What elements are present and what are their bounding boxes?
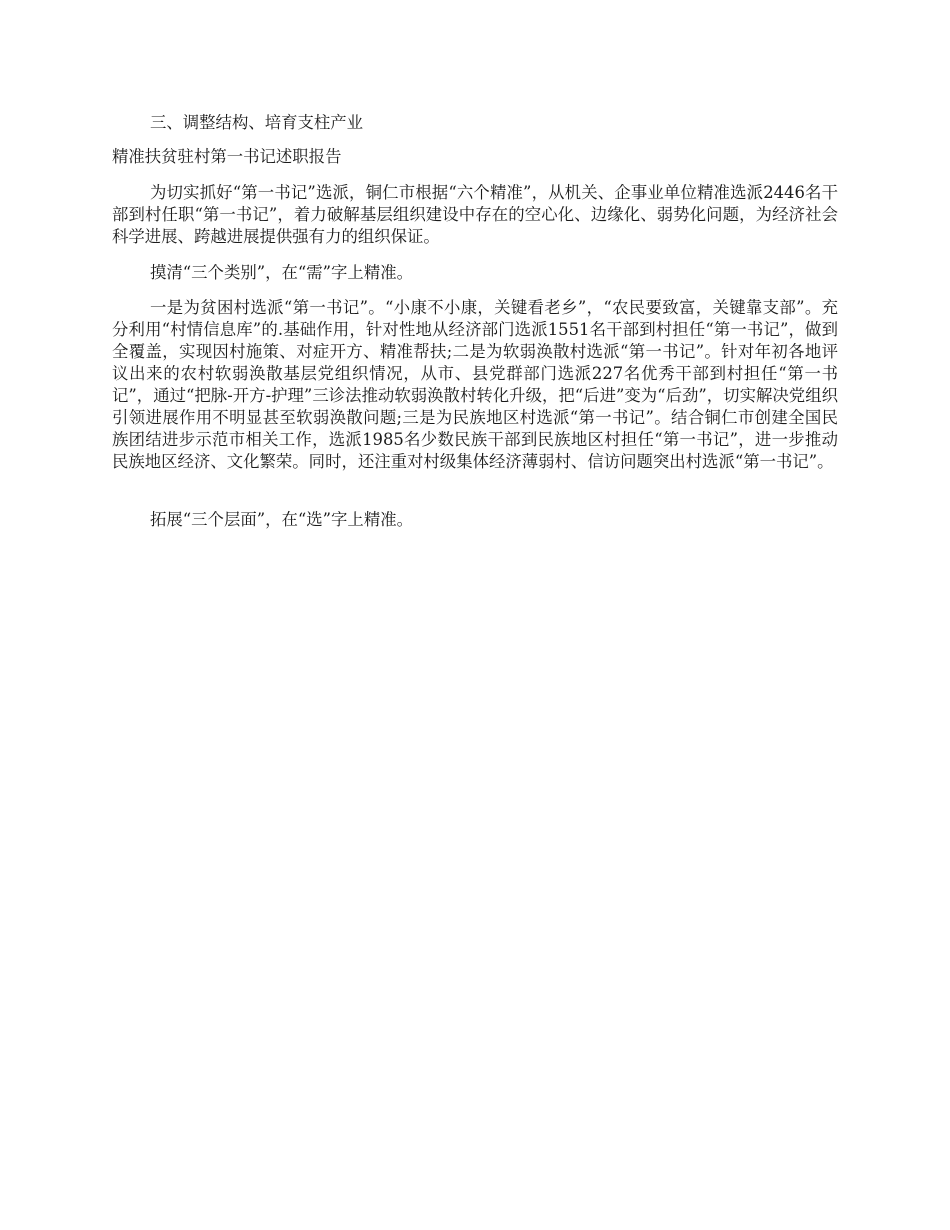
body-paragraph: 一是为贫困村选派“第一书记”。“小康不小康，关键看老乡”，“农民要致富，关键靠支部”。充分利用“村情信息库”的.基础作用，针对性地从经济部门选派1551名干部到村担任“第一书记”，做到全覆盖，实现因村施策、对症开方、精准帮扶;二是为软弱涣散村选派“第一书记”。针对年初各地评议出来的农村软弱涣散基层党组织情况，从市、县党群部门选派227名优秀干部到村担任“第一书记”，通过“把脉-开方-护理”三诊法推动软弱涣散村转化升级，把“后进”变为“后劲”，切实解决党组织引领进展作用不明显甚至软弱涣散问题;三是为民族地区村选派“第一书记”。结合铜仁市创建全国民族团结进步示范市相关工作，选派1985名少数民族干部到民族地区村担任“第一书记”，进一步推动民族地区经济、文化繁荣。同时，还注重对村级集体经济薄弱村、信访问题突出村选派“第一书记”。 — [112, 298, 838, 471]
section-heading: 三、调整结构、培育支柱产业 — [150, 113, 364, 132]
subheading-categories: 摸清“三个类别”，在“需”字上精准。 — [150, 263, 413, 282]
document-title: 精准扶贫驻村第一书记述职报告 — [112, 147, 342, 166]
subheading-levels: 拓展“三个层面”，在“选”字上精准。 — [150, 510, 413, 529]
intro-paragraph: 为切实抓好“第一书记”选派，铜仁市根据“六个精准”，从机关、企事业单位精准选派2446名干部到村任职“第一书记”，着力破解基层组织建设中存在的空心化、边缘化、弱势化问题，为经济社会科学进展、跨越进展提供强有力的组织保证。 — [112, 183, 838, 246]
